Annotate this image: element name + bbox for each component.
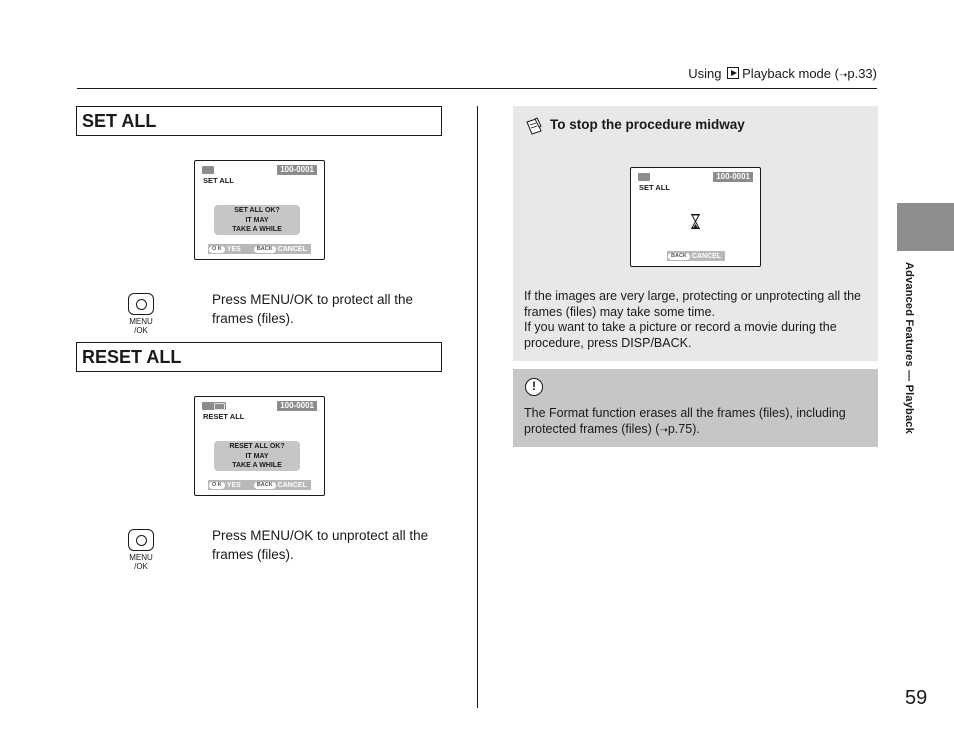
warning-text-prefix: The Format function erases all the frames (files), including protected frames (files) ( [524,406,846,436]
menu-button-label: MENU [129,553,153,562]
hourglass-icon [691,214,700,229]
set-all-section-box [76,106,442,136]
ok-button-label: /OK [134,326,148,335]
header-prefix: Using [688,66,722,81]
warning-arrow: ➝ [659,424,668,436]
tip-panel [513,106,878,361]
unprotect-key-icon [202,402,226,410]
screen-button-bar [667,251,725,261]
screen-label: SET ALL [203,176,234,185]
warning-text [524,406,874,438]
page-number: 59 [905,687,928,709]
tip-body [524,289,872,351]
dialog-line-2: IT MAY [245,216,269,224]
dialog-line-1: SET ALL OK? [234,207,280,214]
menu-ok-button-icon [126,293,156,335]
header-rule [77,88,877,89]
set-all-title: SET ALL [82,111,157,131]
reset-all-section-box [76,342,442,372]
frame-number: 100-0001 [713,172,753,182]
tip-title: To stop the procedure midway [550,117,745,132]
confirm-dialog [214,441,300,471]
warning-panel [513,369,878,447]
back-key-badge: BACK [254,482,276,489]
chapter-tab [897,203,954,251]
tip-text-2: If you want to take a picture or record a movie during the procedure, press DISP/BACK. [524,320,837,350]
header-arrow: ➝ [838,70,848,81]
menu-button-label: MENU [129,317,153,326]
yes-label: YES [226,481,241,489]
exclamation-icon: ! [525,378,543,396]
cancel-label: CANCEL [277,245,307,253]
tip-text-1: If the images are very large, protecting or unprotecting all the frames (files) may take some time. [524,289,861,319]
confirm-dialog [214,205,300,235]
playback-mode-icon [727,67,739,79]
back-key-badge: BACK [254,246,276,253]
dialog-line-3: TAKE A WHILE [232,226,282,233]
back-key-badge: BACK [668,253,690,260]
reset-all-title: RESET ALL [82,347,182,367]
dialog-line-3: TAKE A WHILE [232,462,282,469]
header-mode-label: Playback mode ( [742,66,839,81]
frame-number: 100-0001 [277,165,317,175]
cancel-label: CANCEL [691,252,722,260]
page-header [688,66,877,81]
warning-text-suffix: p.75). [667,421,700,436]
cancel-label: CANCEL [277,481,307,489]
screen-label: SET ALL [639,183,670,192]
screen-label: RESET ALL [203,412,245,421]
protect-key-icon [202,166,214,174]
column-divider [477,106,478,708]
chapter-label: Advanced Features — Playback [903,262,915,434]
reset-all-instruction: Press MENU/OK to unprotect all the frames (files). [212,528,429,562]
ok-button-label: /OK [134,562,148,571]
dialog-line-1: RESET ALL OK? [229,443,285,450]
screen-button-bar [208,244,311,254]
ok-key-badge: O K [209,482,225,489]
protect-key-icon [638,173,650,181]
menu-ok-button-icon [126,529,156,571]
yes-label: YES [226,245,241,253]
memo-icon [524,116,544,136]
frame-number: 100-0001 [277,401,317,411]
header-page-ref: p.33) [847,66,877,81]
ok-key-badge: O K [209,246,225,253]
reset-all-screen [194,396,325,496]
set-all-screen [194,160,325,260]
screen-button-bar [208,480,311,490]
dialog-line-2: IT MAY [245,452,269,460]
stop-procedure-screen [630,167,761,267]
set-all-instruction: Press MENU/OK to protect all the frames (files). [212,292,414,326]
